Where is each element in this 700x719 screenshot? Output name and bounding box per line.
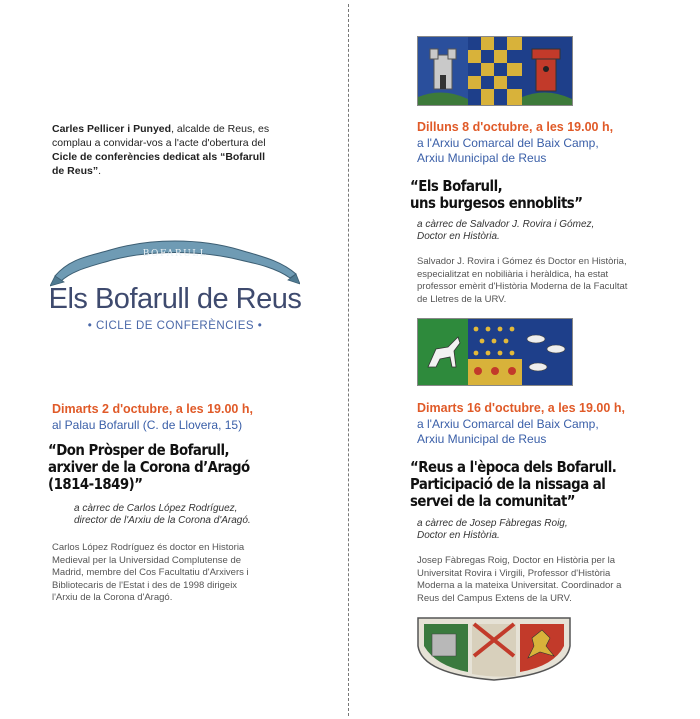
event-3-date: Dimarts 16 d'octubre, a les 19.00 h, [417,401,625,415]
brochure-title: Els Bofarull de Reus [48,283,302,315]
speaker-line: a càrrec de Carlos López Rodríguez, [74,503,238,514]
speaker-role: Doctor en Història. [417,530,500,541]
title-line: Participació de la nissaga al [410,475,606,493]
place-line: Arxiu Municipal de Reus [417,151,547,165]
event-3-speaker [417,518,568,542]
bio-line: Madrid, membre del Cos Facultatiu d'Arxivers i [52,567,249,579]
bio-line: Carlos López Rodríguez és doctor en Historia [52,542,245,553]
bullet-left: • [87,320,93,332]
speaker-role: Doctor en Història. [417,231,500,242]
event-2-bio [417,256,627,306]
event-2-place [417,136,599,166]
event-1-date: Dimarts 2 d'octubre, a les 19.00 h, [52,402,253,416]
coat-of-arms-goat-image [417,318,573,386]
invitation-end: . [98,165,102,177]
event-2-speaker [417,219,594,243]
bio-line: Universitat Rovira i Virgili, Professor d'Història [417,567,611,579]
event-2-date: Dilluns 8 d'octubre, a les 19.00 h, [417,120,614,134]
speaker-role: director de l'Arxiu de la Corona d'Aragó. [74,515,251,526]
title-line: “Els Bofarull, [410,177,503,195]
fold-divider [348,4,349,716]
title-line: “Don Pròsper de Bofarull, [48,441,230,459]
bio-line: Reus del Campus Extens de la URV. [417,592,572,604]
bio-line: l'Arxiu de la Corona d'Aragó. [52,592,173,604]
title-line: (1814-1849)” [48,475,143,493]
coat-of-arms-castle-image [417,36,573,106]
speaker-line: a càrrec de Josep Fàbregas Roig, [417,518,568,529]
subtitle-text: CICLE DE CONFERÈNCIES [95,320,255,332]
event-3-place [417,417,599,447]
event-1-place: al Palau Bofarull (C. de Llovera, 15) [52,418,243,432]
title-line: servei de la comunitat” [410,492,576,510]
mayor-name: Carles Pellicer i Punyed [52,123,172,135]
place-line: a l'Arxiu Comarcal del Baix Camp, [417,136,599,150]
event-1-bio [52,542,249,605]
event-1-speaker [74,503,251,527]
place-line: Arxiu Municipal de Reus [417,432,547,446]
bio-line: Josep Fàbregas Roig, Doctor en Història per la [417,555,616,566]
title-line: “Reus a l'època dels Bofarull. [410,458,617,476]
ribbon-logo [50,228,300,288]
title-line: arxiver de la Corona d’Aragó [48,458,250,476]
event-1-title [48,442,306,493]
ribbon-text: BOFARULL [142,249,208,259]
bullet-right: • [257,320,263,332]
coat-of-arms-shield-image [416,616,572,682]
event-2-title [410,178,668,212]
invitation-text [52,122,270,178]
place-line: a l'Arxiu Comarcal del Baix Camp, [417,417,599,431]
bio-line: de Lletres de la URV. [417,293,507,305]
cycle-name: Cicle de conferències dedicat als “Bofarull de Reus” [52,151,265,177]
bio-line: Salvador J. Rovira i Gómez és Doctor en Història, [417,256,627,267]
event-3-bio [417,555,621,605]
speaker-line: a càrrec de Salvador J. Rovira i Gómez, [417,219,595,230]
bio-line: professor emèrit d'Història Moderna de la Facultat [417,281,628,293]
event-3-title [410,459,668,510]
title-line: uns burgesos ennoblits” [410,194,583,212]
brochure-subtitle [40,320,310,332]
bio-line: Medieval per la Universidad Complutense de [52,554,242,566]
bio-line: Bibliotecaris de l'Estat i des de 1998 dirigeix [52,579,238,591]
invitation-body: , alcalde de Reus, es complau a convidar-vos a l'acte d'obertura del [52,123,270,149]
bio-line: especialitzat en nobiliària i heràldica, ha estat [417,268,609,280]
bio-line: Moderna a la mateixa Universitat. Coordinador a [417,580,622,592]
